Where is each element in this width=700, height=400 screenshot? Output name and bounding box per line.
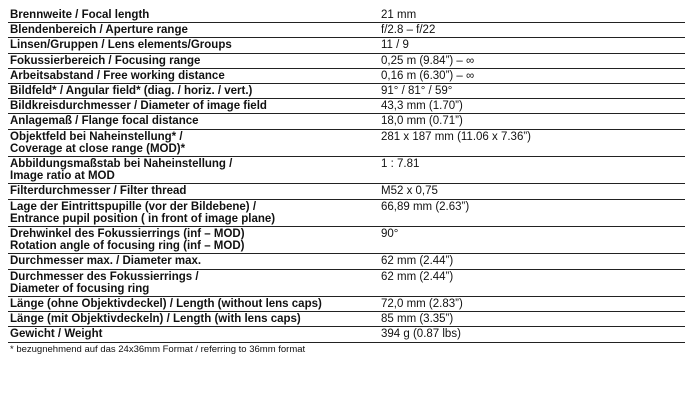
spec-value: 85 mm (3.35”): [373, 312, 685, 327]
spec-value: 72,0 mm (2.83”): [373, 297, 685, 312]
spec-sheet: [8, 8, 694, 356]
table-row: [8, 38, 685, 53]
spec-value: 0,16 m (6.30”) – ∞: [373, 68, 685, 83]
spec-label: Objektfeld bei Naheinstellung* / Coverage at close range (MOD)*: [8, 129, 373, 156]
spec-value: 90°: [373, 227, 685, 254]
table-row: [8, 8, 685, 23]
spec-value: 11 / 9: [373, 38, 685, 53]
spec-value: 43,3 mm (1.70”): [373, 99, 685, 114]
spec-label: Drehwinkel des Fokussierrings (inf – MOD) Rotation angle of focusing ring (inf – MOD): [8, 227, 373, 254]
spec-value: f/2.8 – f/22: [373, 23, 685, 38]
table-row: [8, 129, 685, 156]
specifications-table-body: [8, 8, 685, 342]
spec-label: Bildfeld* / Angular field* (diag. / horiz. / vert.): [8, 84, 373, 99]
table-row: [8, 184, 685, 199]
table-row: [8, 297, 685, 312]
spec-label: Durchmesser max. / Diameter max.: [8, 254, 373, 269]
spec-label: Bildkreisdurchmesser / Diameter of image field: [8, 99, 373, 114]
table-row: [8, 99, 685, 114]
spec-label: Abbildungsmaßstab bei Naheinstellung / Image ratio at MOD: [8, 157, 373, 184]
spec-value: 21 mm: [373, 8, 685, 23]
spec-label: Länge (ohne Objektivdeckel) / Length (without lens caps): [8, 297, 373, 312]
spec-value: 66,89 mm (2.63”): [373, 199, 685, 226]
table-row: [8, 312, 685, 327]
specifications-table: [8, 8, 685, 343]
spec-value: 91° / 81° / 59°: [373, 84, 685, 99]
table-row: [8, 23, 685, 38]
table-row: [8, 157, 685, 184]
spec-value: 281 x 187 mm (11.06 x 7.36”): [373, 129, 685, 156]
spec-label: Länge (mit Objektivdeckeln) / Length (with lens caps): [8, 312, 373, 327]
spec-value: 394 g (0.87 lbs): [373, 327, 685, 342]
table-row: [8, 269, 685, 296]
footnote: * bezugnehmend auf das 24x36mm Format / referring to 36mm format: [10, 343, 306, 355]
spec-value: 0,25 m (9.84”) – ∞: [373, 53, 685, 68]
spec-value: 18,0 mm (0.71”): [373, 114, 685, 129]
spec-label: Gewicht / Weight: [8, 327, 373, 342]
table-row: [8, 199, 685, 226]
spec-label: Arbeitsabstand / Free working distance: [8, 68, 373, 83]
table-row: [8, 68, 685, 83]
table-row: [8, 327, 685, 342]
spec-label: Brennweite / Focal length: [8, 8, 373, 23]
spec-value: M52 x 0,75: [373, 184, 685, 199]
spec-label: Anlagemaß / Flange focal distance: [8, 114, 373, 129]
spec-value: 1 : 7.81: [373, 157, 685, 184]
spec-value: 62 mm (2.44”): [373, 254, 685, 269]
spec-value: 62 mm (2.44”): [373, 269, 685, 296]
table-row: [8, 254, 685, 269]
spec-label: Blendenbereich / Aperture range: [8, 23, 373, 38]
spec-label: Filterdurchmesser / Filter thread: [8, 184, 373, 199]
spec-label: Fokussierbereich / Focusing range: [8, 53, 373, 68]
spec-label: Lage der Eintrittspupille (vor der Bildebene) / Entrance pupil position ( in front of image plane): [8, 199, 373, 226]
table-row: [8, 114, 685, 129]
table-row: [8, 84, 685, 99]
table-row: [8, 227, 685, 254]
spec-label: Linsen/Gruppen / Lens elements/Groups: [8, 38, 373, 53]
spec-label: Durchmesser des Fokussierrings / Diameter of focusing ring: [8, 269, 373, 296]
table-row: [8, 53, 685, 68]
